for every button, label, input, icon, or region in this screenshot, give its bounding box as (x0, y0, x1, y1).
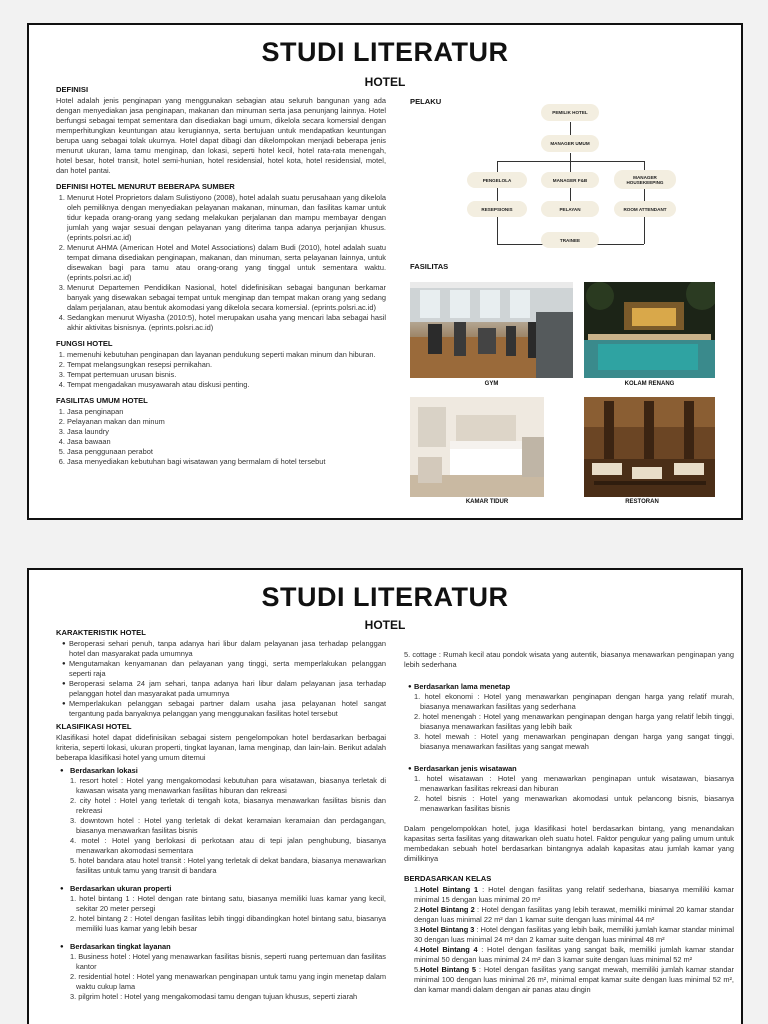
klasifikasi-heading: KLASIFIKASI HOTEL (56, 722, 132, 731)
org-box-pengelola: PENGELOLA (467, 172, 527, 188)
list-item: 1. hotel bintang 1 : Hotel dengan rate bintang satu, biasanya memiliki luas kamar yang kecil, sekitar 20 meter persegi (70, 894, 386, 913)
cottage-text: 5. cottage : Rumah kecil atau pondok wisata yang autentik, biasanya menawarkan penginapan yang lebih sederhana (404, 650, 734, 669)
kelas-text: : Hotel dengan fasilitas yang sangat mewah, memiliki jumlah kamar standar minimal 100 dengan luas minimal 26 m², minimal empat kamar suite dengan luas minimal 52 m², dan kamar mandi dalam dengan air panas atau dingin (414, 965, 734, 994)
list-item: 2. hotel bintang 2 : Hotel dengan fasilitas lebih tinggi dibandingkan hotel bintang satu, biasanya memiliki luas kamar yang lebih besar (70, 914, 386, 933)
gym-photo (410, 282, 573, 378)
org-connector (497, 188, 498, 202)
page-subtitle: HOTEL (364, 75, 406, 89)
kelas-text: : Hotel dengan fasilitas yang sangat baik, memiliki jumlah kamar standar minimal 50 dengan luas minimal 24 m² dan 3 kamar suite dengan luas minimal 52 m² (414, 945, 735, 964)
list-item: 4. Sedangkan menurut Wiyasha (2010:5), hotel merupakan usaha yang mencari laba sebagai hasil akhir aktivitas bisnisnya. (eprints.polsri.ac.id) (67, 313, 386, 333)
left-column (56, 85, 386, 467)
list-item: 4. motel : Hotel yang berlokasi di perkotaan atau di tepi jalan penghubung, biasanya menawarkan akomodasi sementara (70, 836, 386, 855)
org-box-pelayan: PELAYAN (541, 201, 599, 217)
pelaku-heading: PELAKU (410, 97, 442, 106)
list-item: 2. residential hotel : Hotel yang menawarkan penginapan untuk tamu yang ingin menetap dalam waktu cukup lama (70, 972, 386, 991)
list-item: 2. hotel bisnis : Hotel yang menawarkan akomodasi untuk pelancong bisnis, biasanya menawarkan fasilitas bisnis (414, 794, 734, 813)
list-item: 2. city hotel : Hotel yang terletak di tengah kota, biasanya menawarkan fasilitas bisnis dan rekreasi (70, 796, 386, 815)
karakteristik-list (56, 639, 386, 719)
page-2 (27, 568, 743, 1024)
list-item: 3. Jasa laundry (67, 427, 386, 437)
list-item: 3.Hotel Bintang 3 : Hotel dengan fasilitas yang lebih baik, memiliki jumlah kamar standar minimal 30 dengan luas minimal 24 m² dan 2 kamar suite dengan luas minimal 48 m² (414, 925, 734, 944)
ukuran-heading: ● Berdasarkan ukuran properti (56, 884, 386, 894)
list-item: 2. hotel menengah : Hotel yang menawarkan penginapan dengan harga yang relatif lebih tinggi, biasanya menawarkan fasilitas yang lebih baik (414, 712, 734, 731)
layanan-list (56, 952, 386, 1002)
list-item: 2.Hotel Bintang 2 : Hotel dengan fasilitas yang lebih terawat, memiliki minimal 20 kamar standar dengan luas minimal 22 m² dan 1 kamar suite dengan luas minimal 44 m² (414, 905, 734, 924)
list-item: 1.Hotel Bintang 1 : Hotel dengan fasilitas yang relatif sederhana, biasanya memiliki kamar minimal 15 dengan luas minimal 20 m² (414, 885, 734, 904)
lokasi-heading: ● Berdasarkan lokasi (56, 766, 386, 776)
right-column (404, 650, 734, 995)
list-item: 4. Tempat mengadakan musyawarah atau diskusi penting. (67, 380, 386, 390)
kelas-text: : Hotel dengan fasilitas yang lebih terawat, memiliki minimal 20 kamar standar dengan luas minimal 22 m² dan 1 kamar suite dengan luas minimal 44 m² (414, 905, 734, 924)
org-box-room-attendant: ROOM ATTENDANT (614, 201, 676, 217)
pool-illustration (584, 282, 715, 378)
list-item: 3. Tempat pertemuan urusan bisnis. (67, 370, 386, 380)
list-item: 2. Menurut AHMA (American Hotel and Motel Associations) dalam Budi (2010), hotel adalah suatu tempat dimana disediakan penginapan, makanan, dan minuman, serta pelayanan lainnya, untuk disewakan bagi para tamu atau orang-orang yang tinggal untuk sementara waktu. (eprints.polsri.ac.id) (67, 243, 386, 283)
restaurant-caption: RESTORAN (625, 499, 659, 505)
org-connector (497, 217, 498, 244)
bedroom-illustration (410, 397, 544, 497)
bintang-text: Dalam pengelompokkan hotel, juga klasifikasi hotel berdasarkan bintang, yang menandakan kapasitas serta fasilitas yang ditawarkan oleh suatu hotel. Faktor pengukur yang paling umum untuk membedakan sebuah hotel berdasarkan bintangnya adalah kapasitas atau jumlah kamar yang dimilikinya (404, 824, 734, 863)
jenis-heading: ● Berdasarkan jenis wisatawan (404, 764, 734, 774)
org-box-trainee: TRAINEE (541, 232, 599, 248)
org-connector (644, 188, 645, 202)
fasilitas-umum-list (56, 407, 386, 467)
gym-caption: GYM (484, 381, 499, 387)
list-item: 1. hotel ekonomi : Hotel yang menawarkan penginapan dengan harga yang relatif murah, biasanya menawarkan fasilitas yang sederhana (414, 692, 734, 711)
restaurant-photo (584, 397, 715, 497)
bedroom-photo (410, 397, 544, 497)
left-column (56, 628, 386, 1002)
kelas-text: : Hotel dengan fasilitas yang lebih baik, memiliki jumlah kamar standar minimal 30 dengan luas minimal 24 m² dan 2 kamar suite dengan luas minimal 48 m² (414, 925, 734, 944)
list-item: 3. downtown hotel : Hotel yang terletak di dekat keramaian keramaian dan perdagangan, biasanya menawarkan fasilitas bisnis (70, 816, 386, 835)
lama-list (404, 692, 734, 752)
gym-illustration (410, 282, 573, 378)
definisi-menurut-list (56, 193, 386, 333)
definisi-heading: DEFINISI (56, 85, 89, 94)
list-item: 4.Hotel Bintang 4 : Hotel dengan fasilitas yang sangat baik, memiliki jumlah kamar standar minimal 50 dengan luas minimal 24 m² dan 3 kamar suite dengan luas minimal 52 m² (414, 945, 735, 964)
list-item: 3. Menurut Departemen Pendidikan Nasional, hotel didefinisikan sebagai bangunan berkamar banyak yang disewakan sebagai tempat untuk menginap dan tempat makan orang yang sedang dalam perjalanan, atau bentuk akomodasi yang dikelola secara komersial. (eprints.polsri.ac.id) (67, 283, 386, 313)
list-item: 1. hotel wisatawan : Hotel yang menawarkan penginapan untuk wisatawan, biasanya menawarkan fasilitas rekreasi dan hiburan (414, 774, 734, 793)
list-item: 5. Jasa penggunaan perabot (67, 447, 386, 457)
list-item: ● Beroperasi sehari penuh, tanpa adanya hari libur dalam pelayanan jasa terhadap pelanggan hotel dan masyarakat pada umumnya (62, 639, 386, 659)
kelas-label: Hotel Bintang 5 (420, 965, 477, 974)
list-item: 1. resort hotel : Hotel yang mengakomodasi kebutuhan para wisatawan, biasanya terletak di kawasan wisata yang menawarkan fasilitas hiburan dan rekreasi (70, 776, 386, 795)
kelas-label: Hotel Bintang 2 (420, 905, 475, 914)
list-item: 5. hotel bandara atau hotel transit : Hotel yang terletak di dekat bandara, biasanya menawarkan fasilitas untuk tamu yang transit di bandara (70, 856, 386, 875)
list-item: ● Mengutamakan kenyamanan dan pelayanan yang tinggi, serta memperlakukan pelanggan seperti raja (62, 659, 386, 679)
pool-caption: KOLAM RENANG (624, 381, 675, 387)
list-item: 4. Jasa bawaan (67, 437, 386, 447)
lokasi-list (56, 776, 386, 876)
kelas-label: Hotel Bintang 4 (420, 945, 478, 954)
lama-heading: ● Berdasarkan lama menetap (404, 682, 734, 692)
list-item: 5.Hotel Bintang 5 : Hotel dengan fasilitas yang sangat mewah, memiliki jumlah kamar standar minimal 100 dengan luas minimal 26 m², minimal empat kamar suite dengan luas minimal 52 m², dan kamar mandi dalam dengan air panas atau dingin (414, 965, 734, 994)
bedroom-caption: KAMAR TIDUR (465, 499, 509, 505)
ukuran-list (56, 894, 386, 934)
list-item: 1. Menurut Hotel Proprietors dalam Sulistiyono (2008), hotel adalah suatu perusahaan yang dikelola oleh pemiliknya dengan menyediakan pelayanan makanan, minuman, dan fasilitas kamar untuk tidur kepada orang-orang yang sedang melakukan perjalanan dan mampu membayar dengan jumlah yang wajar sesuai dengan pelayanan yang diterima tanpa adanya perjanjian khusus. (eprints.polsri.ac.id) (67, 193, 386, 243)
karakteristik-heading: KARAKTERISTIK HOTEL (56, 628, 146, 637)
org-box-pemilik: PEMILIK HOTEL (541, 104, 599, 121)
pool-photo (584, 282, 715, 378)
definisi-text: Hotel adalah jenis penginapan yang menggunakan sebagian atau seluruh bangunan yang ada dengan menyediakan jasa penginapan, makanan dan minuman serta jasa penunjang lainnya. Hotel berfungsi sebagai tempat sementara dan disediakan bagi umum, dikelola secara komersial dengan memperhitungkan keuntungan atau kerugiannya, serta bertujuan untuk mendapatkan keuntungan berupa uang sebagai tolak ukurnya. Hotel dapat dibagi dan dikelompokan menjadi beberapa jenis menurut ukuran, lama tamu menginap, dan lokasi, seperti hotel kecil, hotel rata-rata menengah, hotel besar, hotel transit, hotel semi-hunian, hotel residensial, hotel kota, hotel residensial, motel, dan hotel pantai. (56, 96, 386, 175)
definisi-menurut-heading: DEFINISI HOTEL MENURUT BEBERAPA SUMBER (56, 182, 235, 191)
org-box-resepsionis: RESEPSIONIS (467, 201, 527, 217)
list-item: 1. Business hotel : Hotel yang menawarkan fasilitas bisnis, seperti ruang pertemuan dan fasilitas kantor (70, 952, 386, 971)
page-subtitle: HOTEL (364, 618, 406, 632)
restaurant-illustration (584, 397, 715, 497)
page-1 (27, 23, 743, 520)
list-item: ● Beroperasi selama 24 jam sehari, tanpa adanya hari libur dalam pelayanan jasa terhadap pelanggan hotel dan masyarakat pada umumnya (62, 679, 386, 699)
list-item: ● Memperlakukan pelanggan sebagai partner dalam usaha jasa pelayanan hotel sangat tergantung pada banyaknya pelanggan yang menggunakan fasilitas hotel tersebut (62, 699, 386, 719)
org-box-manager-housekeeping: MANAGER HOUSEKEEPING (614, 170, 676, 189)
list-item: 2. Pelayanan makan dan minum (67, 417, 386, 427)
fasilitas-umum-heading: FASILITAS UMUM HOTEL (56, 396, 148, 405)
list-item: 3. hotel mewah : Hotel yang menawarkan penginapan dengan harga yang sangat tinggi, biasanya menawarkan fasilitas yang sangat mewah (414, 732, 734, 751)
page-title: STUDI LITERATUR (261, 37, 509, 67)
list-item: 2. Tempat melangsungkan resepsi pernikahan. (67, 360, 386, 370)
fungsi-list (56, 350, 386, 390)
kelas-list (404, 885, 734, 995)
list-item: 3. pilgrim hotel : Hotel yang mengakomodasi tamu dengan tujuan khusus, seperti ziarah (70, 992, 358, 1001)
fungsi-heading: FUNGSI HOTEL (56, 339, 113, 348)
list-item: 6. Jasa menyediakan kebutuhan bagi wisatawan yang bermalam di hotel tersebut (67, 457, 386, 467)
org-connector (644, 217, 645, 244)
org-connector (570, 153, 571, 161)
org-connector (570, 188, 571, 202)
org-box-manager-umum: MANAGER UMUM (541, 135, 599, 152)
kelas-heading: BERDASARKAN KELAS (404, 874, 492, 883)
page-title: STUDI LITERATUR (261, 582, 509, 612)
list-item: 1. memenuhi kebutuhan penginapan dan layanan pendukung seperti makan minum dan hiburan. (67, 350, 386, 360)
kelas-label: Hotel Bintang 1 (420, 885, 479, 894)
kelas-label: Hotel Bintang 3 (420, 925, 475, 934)
kelas-text: : Hotel dengan fasilitas yang relatif sederhana, biasanya memiliki kamar minimal 15 dengan luas minimal 20 m² (414, 885, 734, 904)
klasifikasi-text: Klasifikasi hotel dapat didefinisikan sebagai sistem pengelompokan hotel berdasarkan berbagai kriteria, seperti lokasi, ukuran properti, tingkat layanan, lama menginap, dan lain-lain. Berikut adalah beberapa klasifikasi hotel yang umum ditemui (56, 733, 386, 762)
org-box-manager-fb: MANAGER F&B (541, 172, 599, 188)
jenis-list (404, 774, 734, 814)
org-connector (570, 122, 571, 136)
fasilitas-heading: FASILITAS (410, 262, 449, 271)
layanan-heading: ● Berdasarkan tingkat layanan (56, 942, 386, 952)
list-item: 1. Jasa penginapan (67, 407, 386, 417)
